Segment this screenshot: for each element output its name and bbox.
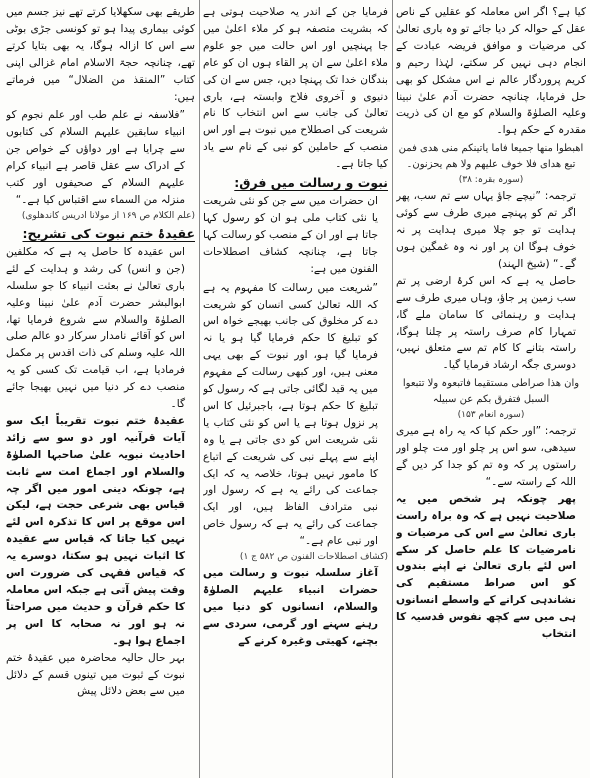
translation: ترجمہ: ”نیچے جاؤ یہاں سے تم سب، پھر اگر تم کو پہنچے میری طرف سے کوئی ہدایت تو جو چلا میری ہدایت پر نہ خوف ہوگا ان پر اور نہ وہ غمگین ہوں گے۔“ (شیخ الہند) — [396, 190, 576, 270]
block-quote: ”شریعت میں رسالت کا مفہوم یہ ہے کہ اللہ تعالیٰ کسی انسان کو شریعت دے کر مخلوق کی جانب بھیجے خواہ اس کو تبلیغ کا حکم فرمایا گیا ہو یا نہ فرمایا گیا ہو، اور نبوت کے بھی یہی معنی ہیں، اور کبھی رسالت کے مفہوم میں یہ قید لگائی جاتی ہے کہ رسول کو تبلیغ کا حکم ہوتا ہے، باجبرئیل کا اس پر نزول ہوتا ہے یا اس کو نئی کتاب یا نئی شریعت اس کو دی جاتی ہے یا وہ اپنے سے پہلے نبی کی شریعت کے اتباع کا مامور نہیں ہوتا، خلاصہ یہ کہ ایک جماعت کی رائے یہ ہے کہ رسول اور نبی مترادف الفاظ ہیں، اور ایک جماعت کی رائے یہ ہے کہ رسول خاص اور نبی عام ہے۔“ — [203, 281, 378, 548]
citation: (کشاف اصطلاحات الفنون ص ۵۸۲ ج ۱) — [239, 552, 388, 563]
citation: (علم الکلام ص ۱۶۹ از مولانا ادریس کاندھلوی) — [21, 210, 195, 221]
paragraph: پھر چونکہ ہر شخص میں یہ صلاحیت نہیں ہے کہ وہ براہ راست باری تعالیٰ سے اس کی مرضیات و نامرضیات کا علم حاصل کر سکے اس لئے باری تعالیٰ نے اپنے بندوں کو اس صراط مستقیم کی نشاندہی کرانے کے واسطے انسانوں ہی میں سے کچھ نفوس قدسیہ کا انتخاب — [396, 492, 576, 641]
verse-reference: (سورہ انعام ۱۵۳) — [457, 410, 525, 421]
column-divider — [199, 0, 200, 778]
paragraph: طریقے بھی سکھلایا کرتے تھے نیز جسم میں کوئی بیماری پیدا ہو تو کونسی جڑی بوٹی سے اس کا ازالہ ہوگا، یہ بھی بتایا کرتے تھے، چنانچہ حجۃ الاسلام امام غزالی اپنی کتاب ”المنقذ من الضلال“ میں فرماتے ہیں: — [6, 6, 195, 103]
column-divider — [392, 0, 393, 778]
section-heading: عقیدۂ ختم نبوت کی تشریح: — [22, 225, 195, 241]
paragraph: بہر حال حالیہ محاضرہ میں عقیدۂ ختم نبوت کے ثبوت میں تینوں قسم کے دلائل میں سے بعض دلائل پیش — [6, 651, 185, 698]
column-left — [6, 4, 195, 776]
block-quote: ”فلاسفہ نے علم طب اور علم نجوم کو انبیاء سابقین علیہم السلام کی کتابوں سے چرایا ہے اور دواؤں کے خواص جن کے ادراک سے عقل قاصر ہے انبیاء کرام علیہم السلام کے صحیفوں اور کتب منزلہ من السماء سے اقتباس کیا ہے۔“ — [6, 109, 185, 206]
section-heading: نبوت و رسالت میں فرق: — [234, 175, 388, 191]
verse-reference: (سورہ بقرہ: ۳۸) — [458, 175, 524, 186]
column-right — [396, 4, 586, 776]
paragraph: ان حضرات میں سے جن کو نئی شریعت یا نئی کتاب ملی ہو ان کو رسول کہا جاتا ہے اور ان کے منصب کو رسالت کہا جاتا ہے، چنانچہ کشاف اصطلاحات الفنون میں ہے: — [203, 195, 378, 275]
paragraph: اس عقیدہ کا حاصل یہ ہے کہ مکلفین (جن و انس) کی رشد و ہدایت کے لئے باری تعالیٰ نے بعثت انبیاء کا جو سلسلہ ابوالبشر حضرت آدم علیٰ نبینا وعلیہ الصلوٰۃ والسلام سے شروع فرمایا تھا، اس کو آقائے نامدار سرکار دو عالم صلی اللہ علیہ وسلم کی ذات اقدس پر مکمل فرمادیا ہے، اب قیامت تک کسی کو یہ منصب دے کر دنیا میں نہیں بھیجا جائے گا۔ — [6, 245, 185, 411]
column-middle — [203, 4, 388, 776]
paragraph: حاصل یہ ہے کہ اس کرۂ ارضی پر تم سب زمین پر جاؤ، وہاں میری طرف سے ہدایت و رہنمائی کا سامان ملے گا، تمہارا کام صرف راستہ پر چلنا ہوگا، راستہ بتانے کا کام تم سے متعلق نہیں، دوسری جگہ ارشاد فرمایا گیا۔ — [396, 274, 576, 372]
paragraph: عقیدۂ ختم نبوت تقریباً ایک سو آیات قرآنیہ اور دو سو سے زائد احادیث نبویہ علیٰ صاحبہا الصلوٰۃ والسلام اور اجماع امت سے ثابت ہے، چونکہ دینی امور میں اگر چہ قیاس بھی شرعی حجت ہے، لیکن اس موقع پر اس کا تذکرہ اس لئے نہیں کیا جاتا کہ قیاس سے عقیدہ کا اثبات نہیں ہو سکتا، دوسرے یہ کہ قیاس فقہی کی ضرورت اس وقت پیش آتی ہے جبکہ اس معاملہ کا حکم قرآن و حدیث میں صراحتاً نہ ہو اور نہ صحابہ کا اس پر اجماع ہوا ہو۔ — [6, 414, 185, 647]
paragraph: آغاز سلسلہ نبوت و رسالت میں حضرات انبیاء علیہم الصلوٰۃ والسلام، انسانوں کو دنیا میں رہنے سہنے اور گرمی، سردی سے بچنے، کھیتی وغیرہ کرنے کے — [203, 567, 378, 647]
paragraph: فرمایا جن کے اندر یہ صلاحیت ہوتی ہے کہ بشریت متصفہ ہو کر ملاء اعلیٰ میں جا پہنچیں اور اس حالت میں جو علوم ملاء اعلیٰ سے ان پر القاء ہوں ان کو عام بندگان خدا تک پہنچا دیں، جس سے ان کی دنیوی و آخروی فلاح وابستہ ہے، باری تعالیٰ کی جانب سے اس انتخاب کا نام شریعت کی اصطلاح میں نبوت ہے اور اس منصب کے حاملین کو نبی کے نام سے یاد کیا جاتا ہے۔ — [203, 6, 388, 171]
paragraph: کیا ہے؟ اگر اس معاملہ کو عقلیں کے ناص عقل کے حوالہ کر دیا جائے تو وہ باری تعالیٰ کی مرضیات و موافق فریضہ عبادت کے انجام دہی نہیں کر سکتے، لہٰذا رحیم و کریم پروردگار عالم نے اس مشکل کو بھی حل فرمایا، چنانچہ حضرت آدم علیٰ نبینا وعلیہ الصلوٰۃ والسلام کو مع ان کی ذریت مقدرہ کے حکم ہوا۔ — [396, 6, 586, 137]
quran-verse: اھبطوا منھا جمیعا فاما یاتینکم منی ھدی فمن تبع ھدای فلا خوف علیھم ولا ھم یحزنون۔ — [398, 143, 584, 171]
quran-verse: وان ھذا صراطی مستقیما فاتبعوہ ولا تتبعوا السبل فتفرق بکم عن سبیلہ — [402, 378, 580, 406]
translation: ترجمہ: ”اور حکم کیا کہ یہ راہ ہے میری سیدھی، سو اس پر چلو اور مت چلو اور راستوں پر کہ وہ تم کو جدا کر دیں گے اللہ کے راستہ سے۔“ — [396, 425, 576, 488]
